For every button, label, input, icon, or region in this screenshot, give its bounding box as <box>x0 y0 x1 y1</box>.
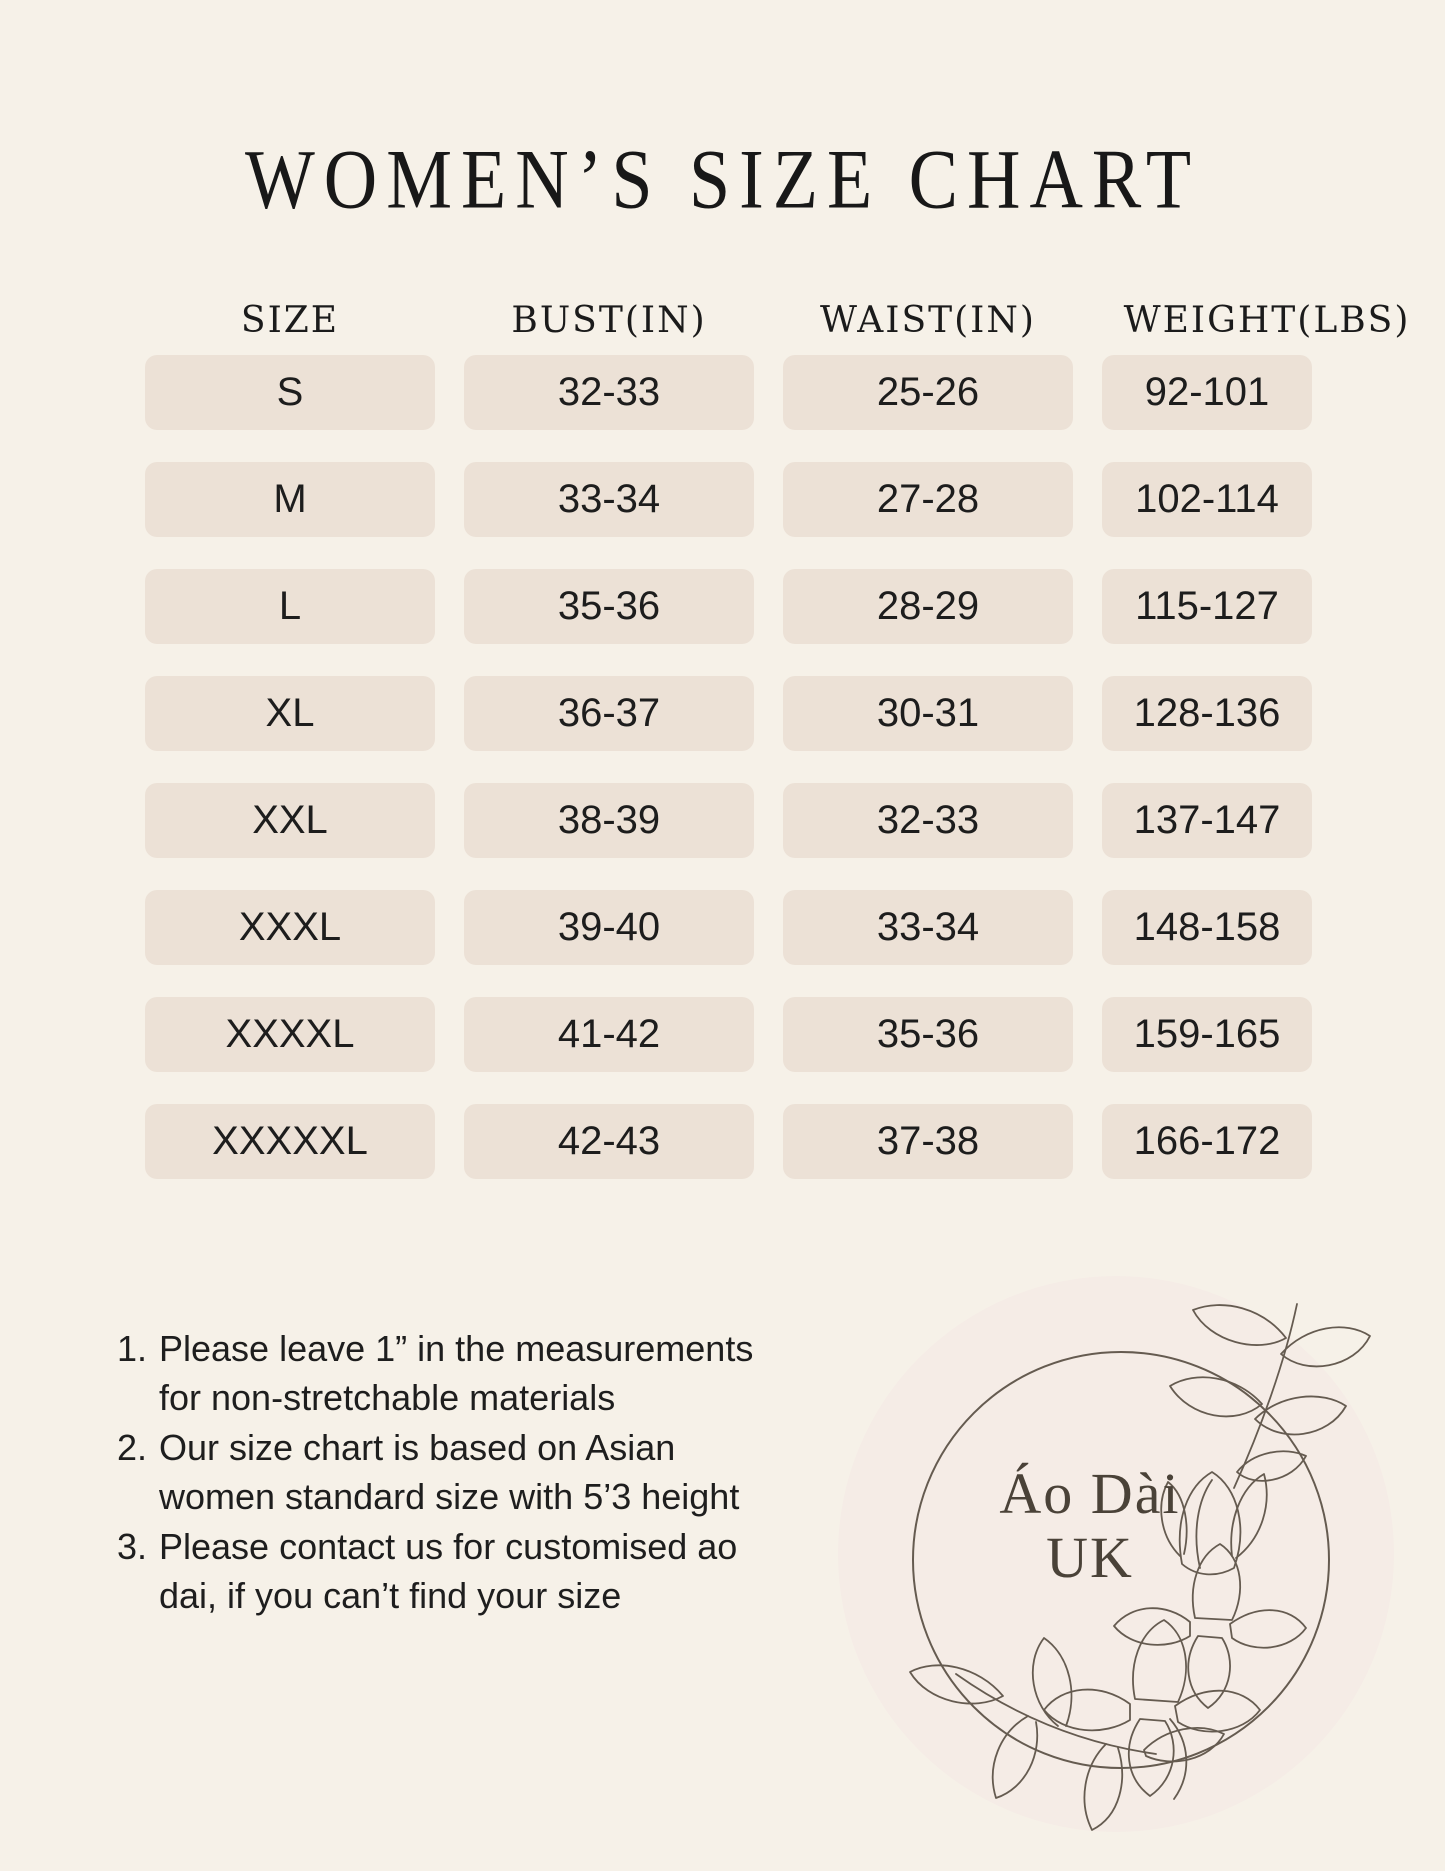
brand-name-line2: UK <box>1046 1525 1134 1590</box>
column-header-waist: WAIST(IN) <box>820 300 1036 341</box>
size-cell: L <box>145 569 435 644</box>
size-cell: XXXL <box>145 890 435 965</box>
note-number: 2. <box>117 1427 148 1468</box>
waist-cell: 25-26 <box>783 355 1073 430</box>
weight-cell: 148-158 <box>1102 890 1312 965</box>
weight-cell: 92-101 <box>1102 355 1312 430</box>
bust-cell: 38-39 <box>464 783 754 858</box>
list-item <box>117 1423 753 1521</box>
weight-cell: 128-136 <box>1102 676 1312 751</box>
waist-cell: 27-28 <box>783 462 1073 537</box>
column-header-size: SIZE <box>240 300 340 341</box>
bust-cell: 36-37 <box>464 676 754 751</box>
table-row <box>145 676 1432 751</box>
title-row <box>0 128 1445 232</box>
column-header-weight: WEIGHT(LBS) <box>1123 300 1411 341</box>
column-header-bust: BUST(IN) <box>511 300 707 341</box>
notes-list <box>117 1324 753 1621</box>
page-title: WOMEN’S SIZE CHART <box>244 132 1201 227</box>
waist-cell: 30-31 <box>783 676 1073 751</box>
size-cell: XXXXL <box>145 997 435 1072</box>
waist-cell: 33-34 <box>783 890 1073 965</box>
size-cell: S <box>145 355 435 430</box>
note-text: Please leave 1” in the measurements for non-stretchable materials <box>159 1328 754 1418</box>
waist-cell: 32-33 <box>783 783 1073 858</box>
note-number: 1. <box>117 1328 148 1369</box>
weight-cell: 166-172 <box>1102 1104 1312 1179</box>
brand-name-line1: Áo Dài <box>999 1461 1181 1526</box>
size-cell: M <box>145 462 435 537</box>
weight-cell: 115-127 <box>1102 569 1312 644</box>
table-row <box>145 997 1432 1072</box>
bust-cell: 42-43 <box>464 1104 754 1179</box>
weight-cell: 102-114 <box>1102 462 1312 537</box>
bust-cell: 41-42 <box>464 997 754 1072</box>
table-row <box>145 783 1432 858</box>
table-row <box>145 1104 1432 1179</box>
bust-cell: 35-36 <box>464 569 754 644</box>
list-item <box>117 1522 753 1620</box>
waist-cell: 28-29 <box>783 569 1073 644</box>
note-text: Please contact us for customised ao dai, if you can’t find your size <box>159 1526 738 1616</box>
size-cell: XXXXXL <box>145 1104 435 1179</box>
bust-cell: 33-34 <box>464 462 754 537</box>
weight-cell: 137-147 <box>1102 783 1312 858</box>
note-number: 3. <box>117 1526 148 1567</box>
waist-cell: 35-36 <box>783 997 1073 1072</box>
table-row <box>145 355 1432 430</box>
size-cell: XL <box>145 676 435 751</box>
table-row <box>145 890 1432 965</box>
bust-cell: 32-33 <box>464 355 754 430</box>
table-header-row <box>145 300 1432 341</box>
waist-cell: 37-38 <box>783 1104 1073 1179</box>
weight-cell: 159-165 <box>1102 997 1312 1072</box>
size-table <box>145 355 1432 1211</box>
size-cell: XXL <box>145 783 435 858</box>
brand-name <box>838 1462 1342 1590</box>
table-row <box>145 569 1432 644</box>
list-item <box>117 1324 753 1422</box>
table-row <box>145 462 1432 537</box>
bust-cell: 39-40 <box>464 890 754 965</box>
note-text: Our size chart is based on Asian women standard size with 5’3 height <box>159 1427 740 1517</box>
